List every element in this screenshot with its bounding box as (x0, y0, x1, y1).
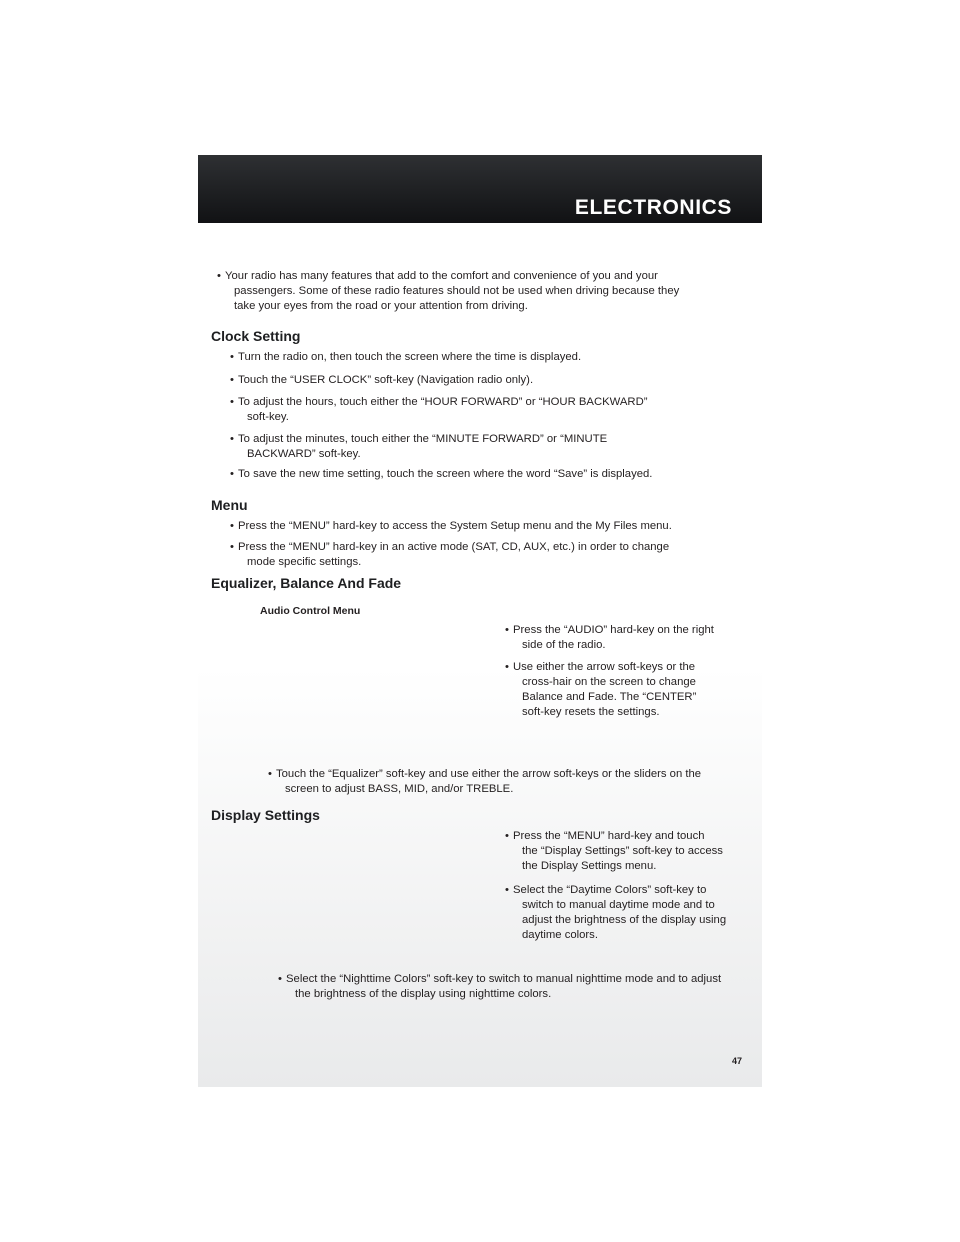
page-number: 47 (731, 1056, 742, 1066)
clock-line: Touch the “USER CLOCK” soft-key (Navigation radio only). (238, 374, 534, 386)
display-settings-heading: Display Settings (211, 807, 320, 823)
bullet-icon: • (230, 520, 234, 532)
menu-heading: Menu (211, 497, 248, 513)
clock-bullet (230, 467, 750, 482)
equalizer-side-bullet (505, 660, 755, 720)
display-side-bullet (505, 829, 755, 874)
clock-bullet (230, 432, 750, 462)
display-line: the brightness of the display using nighttime colors. (295, 988, 552, 1000)
display-side-bullet (505, 883, 755, 943)
intro-line: take your eyes from the road or your attention from driving. (234, 300, 528, 312)
equalizer-line: Press the “AUDIO” hard-key on the right (513, 624, 714, 636)
clock-line: To adjust the minutes, touch either the “MINUTE FORWARD” or “MINUTE (238, 433, 608, 445)
equalizer-heading: Equalizer, Balance And Fade (211, 575, 402, 591)
bullet-icon: • (505, 830, 509, 842)
bullet-icon: • (505, 661, 509, 673)
equalizer-line: soft-key resets the settings. (522, 706, 660, 718)
bullet-icon: • (230, 396, 234, 408)
bullet-icon: • (230, 351, 234, 363)
display-bullet (278, 972, 762, 1002)
clock-line: BACKWARD” soft-key. (247, 448, 361, 460)
equalizer-line: side of the radio. (522, 639, 606, 651)
clock-bullet (230, 350, 750, 365)
display-line: daytime colors. (522, 929, 598, 941)
display-line: Select the “Daytime Colors” soft-key to (513, 884, 707, 896)
display-line: Press the “MENU” hard-key and touch (513, 830, 705, 842)
equalizer-line: Use either the arrow soft-keys or the (513, 661, 696, 673)
section-title: ELECTRONICS (574, 196, 732, 219)
menu-line: Press the “MENU” hard-key to access the System Setup menu and the My Files menu. (238, 520, 672, 532)
display-line: the “Display Settings” soft-key to access (522, 845, 723, 857)
equalizer-line: Touch the “Equalizer” soft-key and use either the arrow soft-keys or the sliders on the (276, 768, 702, 780)
intro-line: passengers. Some of these radio features should not be used when driving because they (234, 285, 680, 297)
intro-bullet (217, 269, 747, 314)
audio-control-menu-caption: Audio Control Menu (260, 605, 361, 617)
equalizer-bullet (268, 767, 758, 797)
menu-line: mode specific settings. (247, 556, 362, 568)
page-content (198, 155, 762, 1087)
bullet-icon: • (505, 884, 509, 896)
bullet-icon: • (230, 541, 234, 553)
display-line: switch to manual daytime mode and to (522, 899, 715, 911)
display-line: Select the “Nighttime Colors” soft-key to switch to manual nighttime mode and to adjust (286, 973, 722, 985)
menu-bullet (230, 519, 755, 534)
manual-page (198, 155, 762, 1087)
bullet-icon: • (230, 374, 234, 386)
equalizer-line: Balance and Fade. The “CENTER” (522, 691, 697, 703)
display-line: the Display Settings menu. (522, 860, 657, 872)
equalizer-line: screen to adjust BASS, MID, and/or TREBLE. (285, 783, 514, 795)
display-line: adjust the brightness of the display using (522, 914, 727, 926)
bullet-icon: • (230, 433, 234, 445)
clock-bullet (230, 395, 750, 425)
menu-line: Press the “MENU” hard-key in an active mode (SAT, CD, AUX, etc.) in order to change (238, 541, 670, 553)
clock-line: Turn the radio on, then touch the screen where the time is displayed. (238, 351, 582, 363)
bullet-icon: • (217, 270, 221, 282)
bullet-icon: • (505, 624, 509, 636)
bullet-icon: • (278, 973, 282, 985)
menu-bullet (230, 540, 755, 570)
equalizer-line: cross-hair on the screen to change (522, 676, 696, 688)
intro-line: Your radio has many features that add to the comfort and convenience of you and your (225, 270, 658, 282)
clock-setting-heading: Clock Setting (211, 328, 301, 344)
clock-line: To adjust the hours, touch either the “HOUR FORWARD” or “HOUR BACKWARD” (238, 396, 648, 408)
bullet-icon: • (230, 468, 234, 480)
equalizer-side-bullet (505, 623, 755, 653)
clock-line: soft-key. (247, 411, 289, 423)
bullet-icon: • (268, 768, 272, 780)
clock-bullet (230, 373, 750, 388)
clock-line: To save the new time setting, touch the screen where the word “Save” is displayed. (238, 468, 653, 480)
